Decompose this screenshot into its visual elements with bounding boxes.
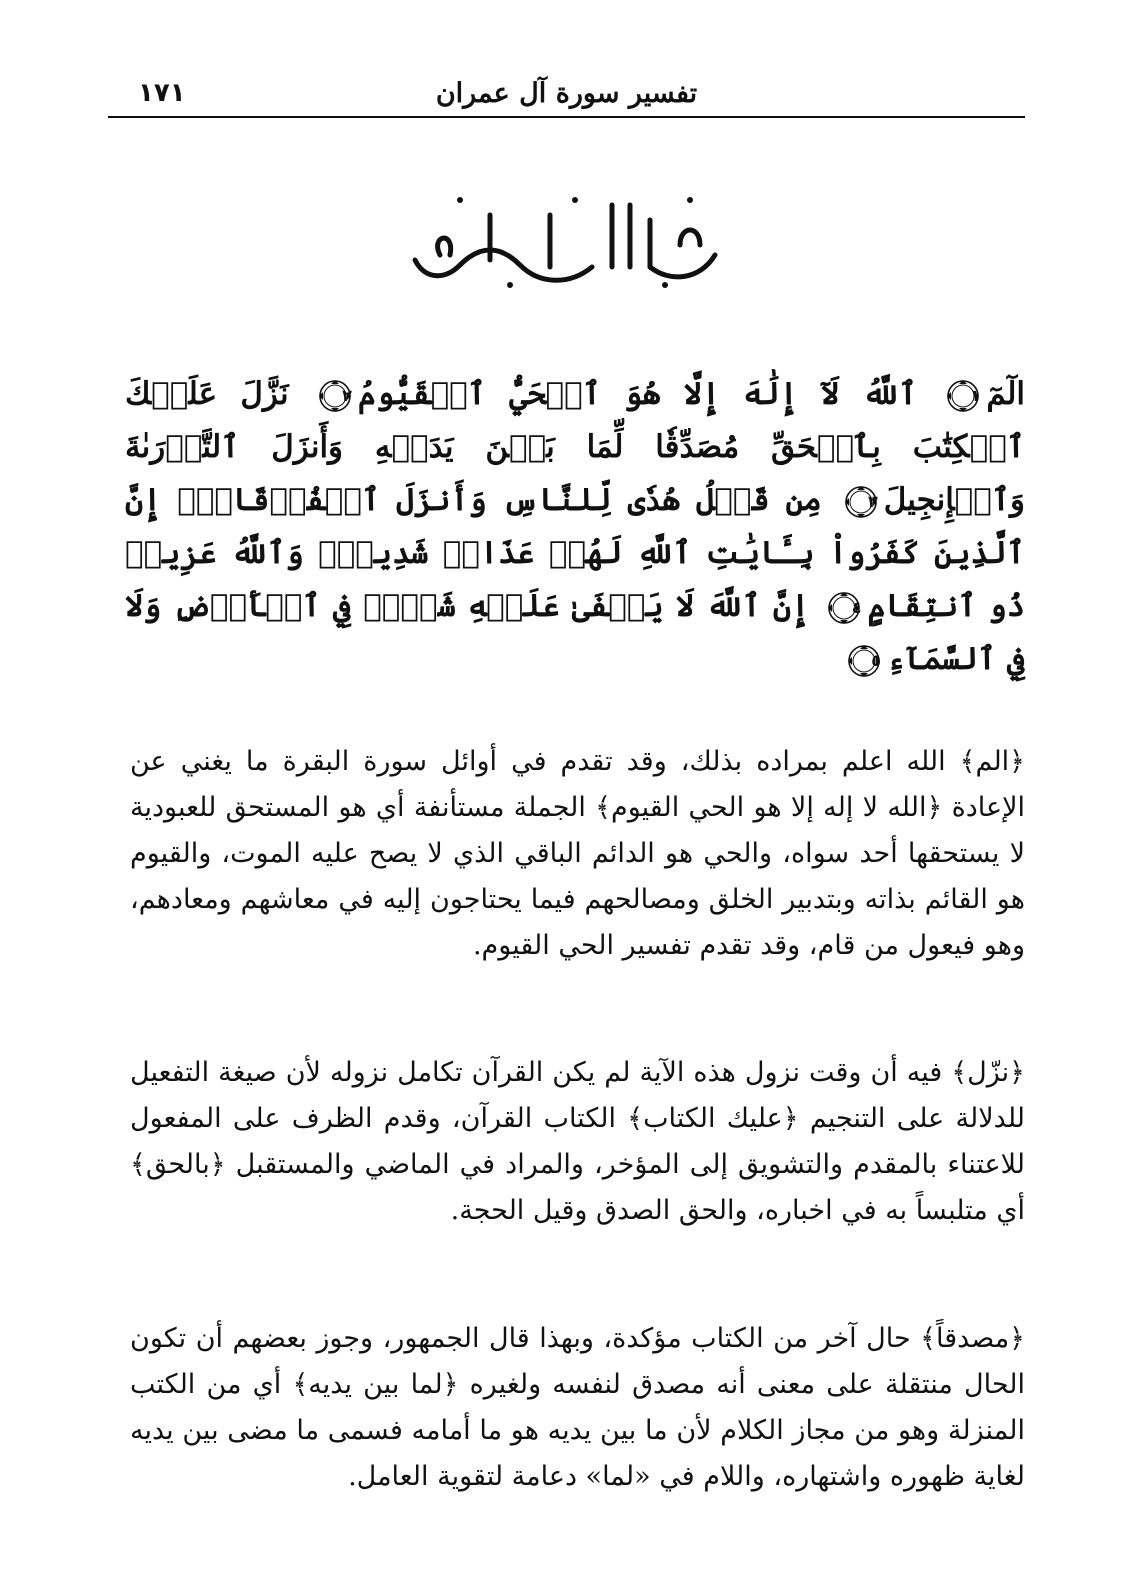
quran-verses bbox=[125, 368, 1025, 686]
tafsir-paragraph: ﴿نزّل﴾ فيه أن وقت نزول هذه الآية لم يكن القرآن تكامل نزوله لأن صيغة التفعيل للدلالة على التنجيم ﴿عليك الكتاب﴾ الكتاب القرآن، وقدم الظرف على المفعول للاعتناء بالمقدم والتشويق إلى المؤخر، والمراد في الماضي والمستقبل ﴿بالحق﴾ أي متلبساً به في اخباره، والحق الصدق وقيل الحجة. bbox=[130, 1057, 1025, 1226]
ayah-number-marker bbox=[318, 379, 352, 413]
tafsir-paragraph: ﴿مصدقاً﴾ حال آخر من الكتاب مؤكدة، وبهذا قال الجمهور، وجوز بعضهم أن تكون الحال منتقلة على معنى أنه مصدق لنفسه ولغيره ﴿لما بين يديه﴾ أي من الكتب المنزلة وهو من مجاز الكلام لأن ما بين يديه هو ما أمامه فسمى ما مضى بين يديه لغاية ظهوره واشتهاره، واللام في «لما» دعامة لتقوية العامل. bbox=[130, 1323, 1025, 1492]
verse-text: إِنَّ ٱللَّهَ لَا يَخۡفَىٰ عَلَيۡهِ شَيۡءٞ فِي ٱلۡأَرۡضِ وَلَا فِي ٱلسَّمَآءِ bbox=[125, 588, 1025, 677]
ayah-number: ٥ bbox=[871, 650, 882, 670]
ayah-number: ٣ bbox=[867, 491, 878, 511]
ayah-number: ٢ bbox=[342, 385, 352, 405]
verse-text: نَزَّلَ عَلَيۡكَ ٱلۡكِتَٰبَ بِٱلۡحَقِّ مُصَدِّقٗا لِّمَا بَيۡنَ يَدَيۡهِ وَأَنزَلَ ٱلتَّوۡرَىٰةَ وَٱلۡإِنجِيلَ bbox=[125, 376, 1026, 518]
ayah-number-marker bbox=[946, 379, 980, 413]
tafsir-paragraph: ﴿الم﴾ الله اعلم بمراده بذلك، وقد تقدم في أوائل سورة البقرة ما يغني عن الإعادة ﴿الله لا إله إلا هو الحي القيوم﴾ الجملة مستأنفة أي هو المستحق للعبودية لا يستحقها أحد سواه، والحي هو الدائم الباقي الذي لا يصح عليه الموت، والقيوم هو القائم بذاته وبتدبير الخلق ومصالحهم فيما يحتاجون إليه في معاشهم ومعادهم، وهو فيعول من قام، وقد تقدم تفسير الحي القيوم. bbox=[130, 746, 1025, 961]
basmala-calligraphy-icon bbox=[400, 185, 730, 295]
ayah-number: ١ bbox=[970, 385, 981, 405]
ayah-number-marker bbox=[827, 591, 861, 625]
ayah-number-marker bbox=[844, 485, 878, 519]
ayah-number: ٤ bbox=[851, 597, 862, 617]
verse-text: مِن قَبۡلُ هُدٗى لِّلنَّاسِ وَأَنزَلَ ٱلۡفُرۡقَانَۗ إِنَّ ٱلَّذِينَ كَفَرُواْ بِـَٔايَٰتِ ٱللَّهِ لَهُمۡ عَذَابٞ شَدِيدٞۗ وَٱللَّهُ عَزِيزٞ ذُو ٱنتِقَامٍ bbox=[125, 482, 1025, 624]
verse-text: ٱللَّهُ لَآ إِلَٰهَ إِلَّا هُوَ ٱلۡحَيُّ ٱلۡقَيُّومُ bbox=[357, 376, 918, 412]
ayah-number-marker bbox=[847, 644, 881, 678]
header-rule bbox=[108, 116, 1025, 118]
verse-text: الٓمٓ bbox=[986, 376, 1026, 412]
page-header bbox=[108, 78, 1025, 112]
page-number: ١٧١ bbox=[138, 78, 186, 108]
running-title: تفسير سورة آل عمران bbox=[435, 78, 698, 109]
